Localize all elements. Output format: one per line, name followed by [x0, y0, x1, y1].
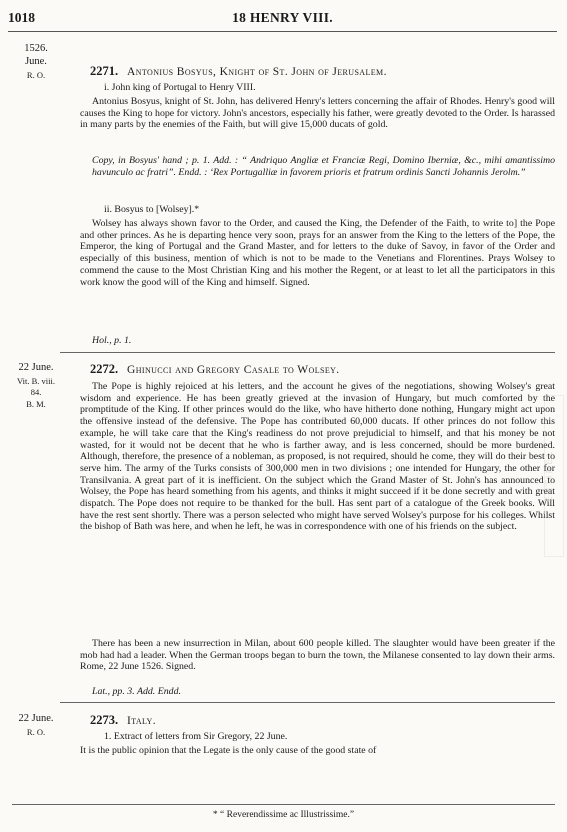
- entry-paragraph: i. John king of Portugal to Henry VIII.: [104, 82, 256, 93]
- margin-source: R. O.: [26, 727, 46, 737]
- entry-title: Antonius Bosyus, Knight of St. John of Jerusalem.: [127, 66, 387, 78]
- margin-source: R. O.: [26, 70, 46, 80]
- entry-paragraph: 1. Extract of letters from Sir Gregory, 22 June.: [104, 731, 288, 742]
- library-watermark: ENTINEL: [544, 395, 564, 557]
- entry-paragraph: There has been a new insurrection in Milan, about 600 people killed. The slaughter would have been greater if the mob had had a leader. When the German troops began to burn the town, the Milanese consented to lay down their arms. Rome, 22 June 1526. Signed.: [80, 638, 555, 673]
- footnote-rule: [12, 804, 555, 805]
- document-note: Hol., p. 1.: [92, 335, 132, 346]
- page-number: 1018: [8, 10, 35, 25]
- entry-heading: [90, 362, 555, 377]
- entry-number: 2272.: [90, 362, 119, 376]
- header-rule: [8, 31, 557, 32]
- entry-number: 2273.: [90, 713, 119, 727]
- margin-date-month: June.: [25, 56, 47, 67]
- margin-source: Vit. B. viii.: [17, 376, 55, 386]
- entry-heading: [90, 64, 555, 79]
- entry-heading: [90, 713, 555, 728]
- entry-paragraph: Antonius Bosyus, knight of St. John, has delivered Henry's letters concerning the affair of Rhodes. Henry's good will causes the King to hope for victory. John's ancestors, especially his father, were greatly devoted to the Order. Is harassed in many parts by the enemies of the Faith, but will give 15,000 ducats of gold.: [80, 96, 555, 131]
- margin-folio: 84.: [30, 387, 42, 397]
- margin-date: 22 June.: [18, 362, 54, 373]
- entry-paragraph: It is the public opinion that the Legate is the only cause of the good state of: [80, 745, 377, 756]
- page-header: [8, 10, 557, 30]
- entry-title: Ghinucci and Gregory Casale to Wolsey.: [127, 364, 340, 376]
- margin-repository: B. M.: [26, 399, 46, 409]
- entry-title: Italy.: [127, 715, 156, 727]
- entry-paragraph: ii. Bosyus to [Wolsey].*: [104, 204, 200, 215]
- entry-paragraph: The Pope is highly rejoiced at his letters, and the account he gives of the negotiations, showing Wolsey's great wisdom and experience. He has been greatly grieved at the invasion of Hungary, but much comforted by the promptitude of the King. If other princes would do the like, who have hitherto done nothing, Hungary might act upon the offensive instead of the defensive. The Pope has contributed 60,000 ducats. If other princes do not follow this example, he will take care that the King's readiness do not prove prejudicial to himself, and that his money be not wasted, for it would not be decent that he who is farther away, and is less concerned, should be more burdened. Although, therefore, the presence of a nobleman, as proposed, is not required, should he come, they will do their best to serve him. The army of the Turks consists of 300,000 men in two divisions ; one intended for Hungary, the other for Transilvania. A great part of it is inefficient. On the subject which the Grand Master of St. John's has announced to Wolsey, the Pope has heard something from his agents, and thinks it might succeed if it be done secretly and with great dispatch. The Pope does not require to be thanked for the bull. Has sent part of a catalogue of the Greek books. Will have the rest sent shortly. There was a person selected who might have served Wolsey's purpose for his colleges. Whilst the bishop of Bath was here, and when he left, he was in correspondence with one of his friends on the subject.: [80, 381, 555, 533]
- entry-paragraph: Wolsey has always shown favor to the Order, and caused the King, the Defender of the Faith, to write to] the Pope and other princes. As he is departing hence very soon, prays for an answer from the King to the letters of the Pope, the Emperor, the king of Portugal and the Grand Master, and for letters to the duke of Savoy, in favor of the Order and especially of this business, mention of which is not to be made to the Venetians and Florentines. Prays Wolsey to commend the cause to the Most Christian King and his mother the Regent, or at least to let all the participators in this work know the good will of the King and himself. Signed.: [80, 218, 555, 288]
- document-note: Lat., pp. 3. Add. Endd.: [92, 686, 181, 697]
- entry-separator: [60, 352, 555, 353]
- margin-date-year: 1526.: [24, 43, 48, 54]
- document-note: Copy, in Bosyus' hand ; p. 1. Add. : “ Andriquo Angliæ et Franciæ Regi, Domino Iberniæ, &c., mihi amantissimo havunculo ac fratri”. Endd. : ‘Rex Portugalliæ in favorem prioris et fratrum ordinis Sancti Johannis Jerolm.”: [92, 155, 555, 178]
- margin-date: 22 June.: [18, 713, 54, 724]
- footnote: * “ Reverendissime ac Illustrissime.”: [212, 810, 355, 820]
- running-title: 18 HENRY VIII.: [232, 10, 333, 25]
- entry-separator: [60, 702, 555, 703]
- entry-number: 2271.: [90, 64, 119, 78]
